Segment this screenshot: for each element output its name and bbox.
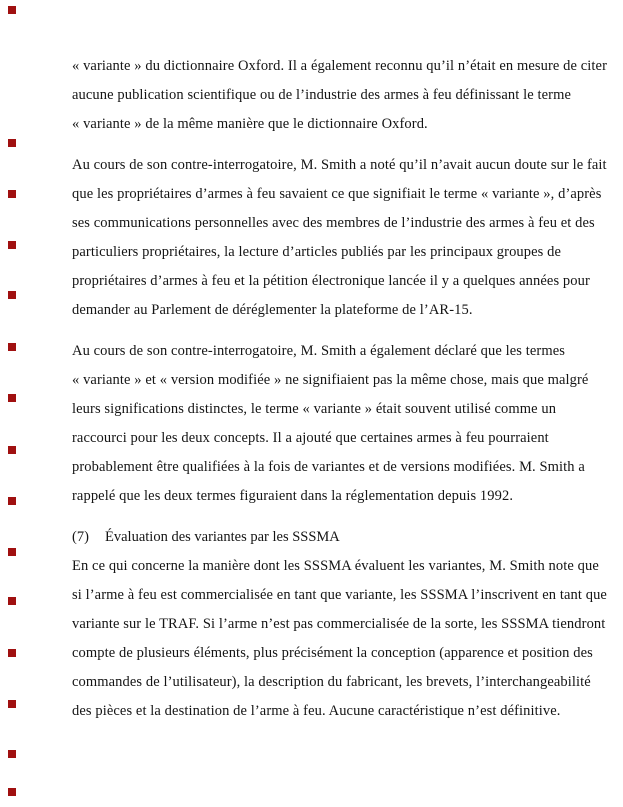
revision-marker [8,548,16,556]
text-line: variante sur le TRAF. Si l’arme n’est pas commercialisée de la sorte, les SSSMA tiendront [72,616,606,632]
text-line: ses communications personnelles avec des membres de l’industrie des armes à feu et des [72,215,595,231]
paragraph [72,552,607,726]
text-line: Au cours de son contre-interrogatoire, M. Smith a également déclaré que les termes [72,343,565,359]
text-line: Au cours de son contre-interrogatoire, M. Smith a noté qu’il n’avait aucun doute sur le fait [72,157,607,173]
section-number: (7) [72,529,89,545]
section-heading [72,523,583,552]
revision-marker [8,788,16,796]
revision-marker [8,597,16,605]
revision-marker [8,394,16,402]
text-line: si l’arme à feu est commercialisée en tant que variante, les SSSMA l’inscrivent en tant que [72,587,607,603]
revision-marker [8,700,16,708]
paragraph [72,151,607,325]
paragraph [72,52,608,139]
text-line: commandes de l’utilisateur), la description du fabricant, les brevets, l’interchangeabilité [72,674,591,690]
revision-marker [8,139,16,147]
revision-marker [8,343,16,351]
text-line: « variante » de la même manière que le dictionnaire Oxford. [72,116,428,132]
revision-marker [8,291,16,299]
revision-marker [8,497,16,505]
revision-marker [8,750,16,758]
document-content [72,52,608,738]
revision-marker [8,446,16,454]
text-line: leurs significations distinctes, le terme « variante » était souvent utilisé comme un [72,401,557,417]
text-line: demander au Parlement de déréglementer la plateforme de l’AR-15. [72,302,473,318]
text-line: que les propriétaires d’armes à feu savaient ce que signifiait le terme « variante », d’après [72,186,602,202]
text-line: « variante » et « version modifiée » ne signifiaient pas la même chose, mais que malgré [72,372,589,388]
text-line: probablement être qualifiées à la fois de variantes et de versions modifiées. M. Smith a [72,459,585,475]
revision-marker [8,649,16,657]
text-line: aucune publication scientifique ou de l’industrie des armes à feu définissant le terme [72,87,572,103]
revision-marker [8,6,16,14]
revision-marker [8,190,16,198]
text-line: particuliers propriétaires, la lecture d’articles publiés par les principaux groupes de [72,244,562,260]
revision-marker [8,241,16,249]
text-line: raccourci pour les deux concepts. Il a ajouté que certaines armes à feu pourraient [72,430,549,446]
text-line: rappelé que les deux termes figuraient dans la réglementation depuis 1992. [72,488,514,504]
text-line: propriétaires d’armes à feu et la pétition électronique lancée il y a quelques années pour [72,273,590,289]
section-title: Évaluation des variantes par les SSSMA [105,529,340,545]
text-line: compte de plusieurs éléments, plus précisément la conception (apparence et position des [72,645,593,661]
text-line: des pièces et la destination de l’arme à feu. Aucune caractéristique n’est définitive. [72,703,561,719]
text-line: En ce qui concerne la manière dont les SSSMA évaluent les variantes, M. Smith note que [72,558,599,574]
paragraph [72,337,589,511]
text-line: « variante » du dictionnaire Oxford. Il a également reconnu qu’il n’était en mesure de citer [72,58,608,74]
